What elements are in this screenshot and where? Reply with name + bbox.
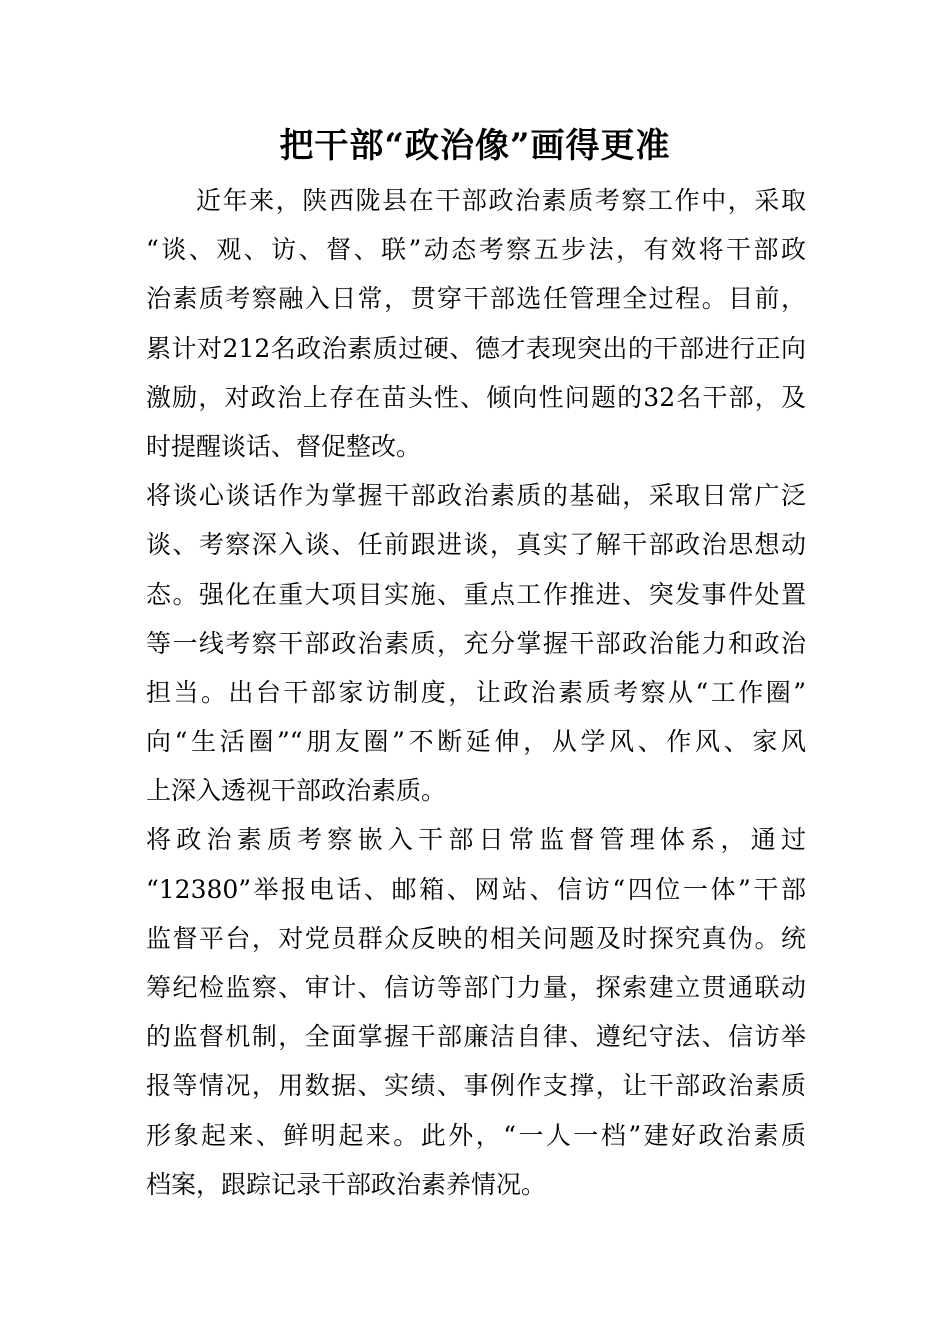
text-line: 筹纪检监察、审计、信访等部门力量，探索建立贯通联动	[146, 973, 806, 1002]
text-line: “12380”举报电话、邮箱、网站、信访“四位一体”干部	[146, 874, 806, 904]
text-line: “谈、观、访、督、联”动态考察五步法，有效将干部政	[146, 235, 806, 265]
text-line: 态。强化在重大项目实施、重点工作推进、突发事件处置	[146, 579, 806, 609]
document-body	[146, 176, 806, 1209]
paragraph-1	[146, 176, 806, 471]
text-line: 形象起来、鲜明起来。此外，“一人一档”建好政治素质	[146, 1120, 806, 1150]
text-line: 担当。出台干部家访制度，让政治素质考察从“工作圈”	[146, 677, 806, 707]
text-line: 累计对212名政治素质过硬、德才表现突出的干部进行正向	[146, 333, 806, 363]
text-line: 激励，对政治上存在苗头性、倾向性问题的32名干部，及	[146, 382, 806, 412]
text-line: 时提醒谈话、督促整改。	[146, 431, 422, 461]
text-line: 报等情况，用数据、实绩、事例作支撑，让干部政治素质	[146, 1071, 806, 1101]
text-line: 档案，跟踪记录干部政治素养情况。	[146, 1169, 547, 1199]
text-line: 向“生活圈”“朋友圈”不断延伸，从学风、作风、家风	[146, 727, 806, 757]
text-line: 等一线考察干部政治素质，充分掌握干部政治能力和政治	[146, 628, 806, 658]
paragraph-3	[146, 815, 806, 1209]
text-line: 谈、考察深入谈、任前跟进谈，真实了解干部政治思想动	[146, 530, 806, 560]
text-line: 的监督机制，全面掌握干部廉洁自律、遵纪守法、信访举	[146, 1022, 806, 1052]
document-title: 把干部“政治像”画得更准	[279, 126, 671, 166]
text-line: 上深入透视干部政治素质。	[146, 776, 447, 806]
text-line: 治素质考察融入日常，贯穿干部选任管理全过程。目前，	[146, 284, 806, 314]
text-line: 将政治素质考察嵌入干部日常监督管理体系，通过	[146, 825, 806, 855]
text-line: 近年来，陕西陇县在干部政治素质考察工作中，采取	[196, 186, 806, 215]
text-line: 监督平台，对党员群众反映的相关问题及时探究真伪。统	[146, 923, 806, 953]
text-line: 将谈心谈话作为掌握干部政治素质的基础，采取日常广泛	[146, 481, 806, 511]
paragraph-2	[146, 471, 806, 815]
